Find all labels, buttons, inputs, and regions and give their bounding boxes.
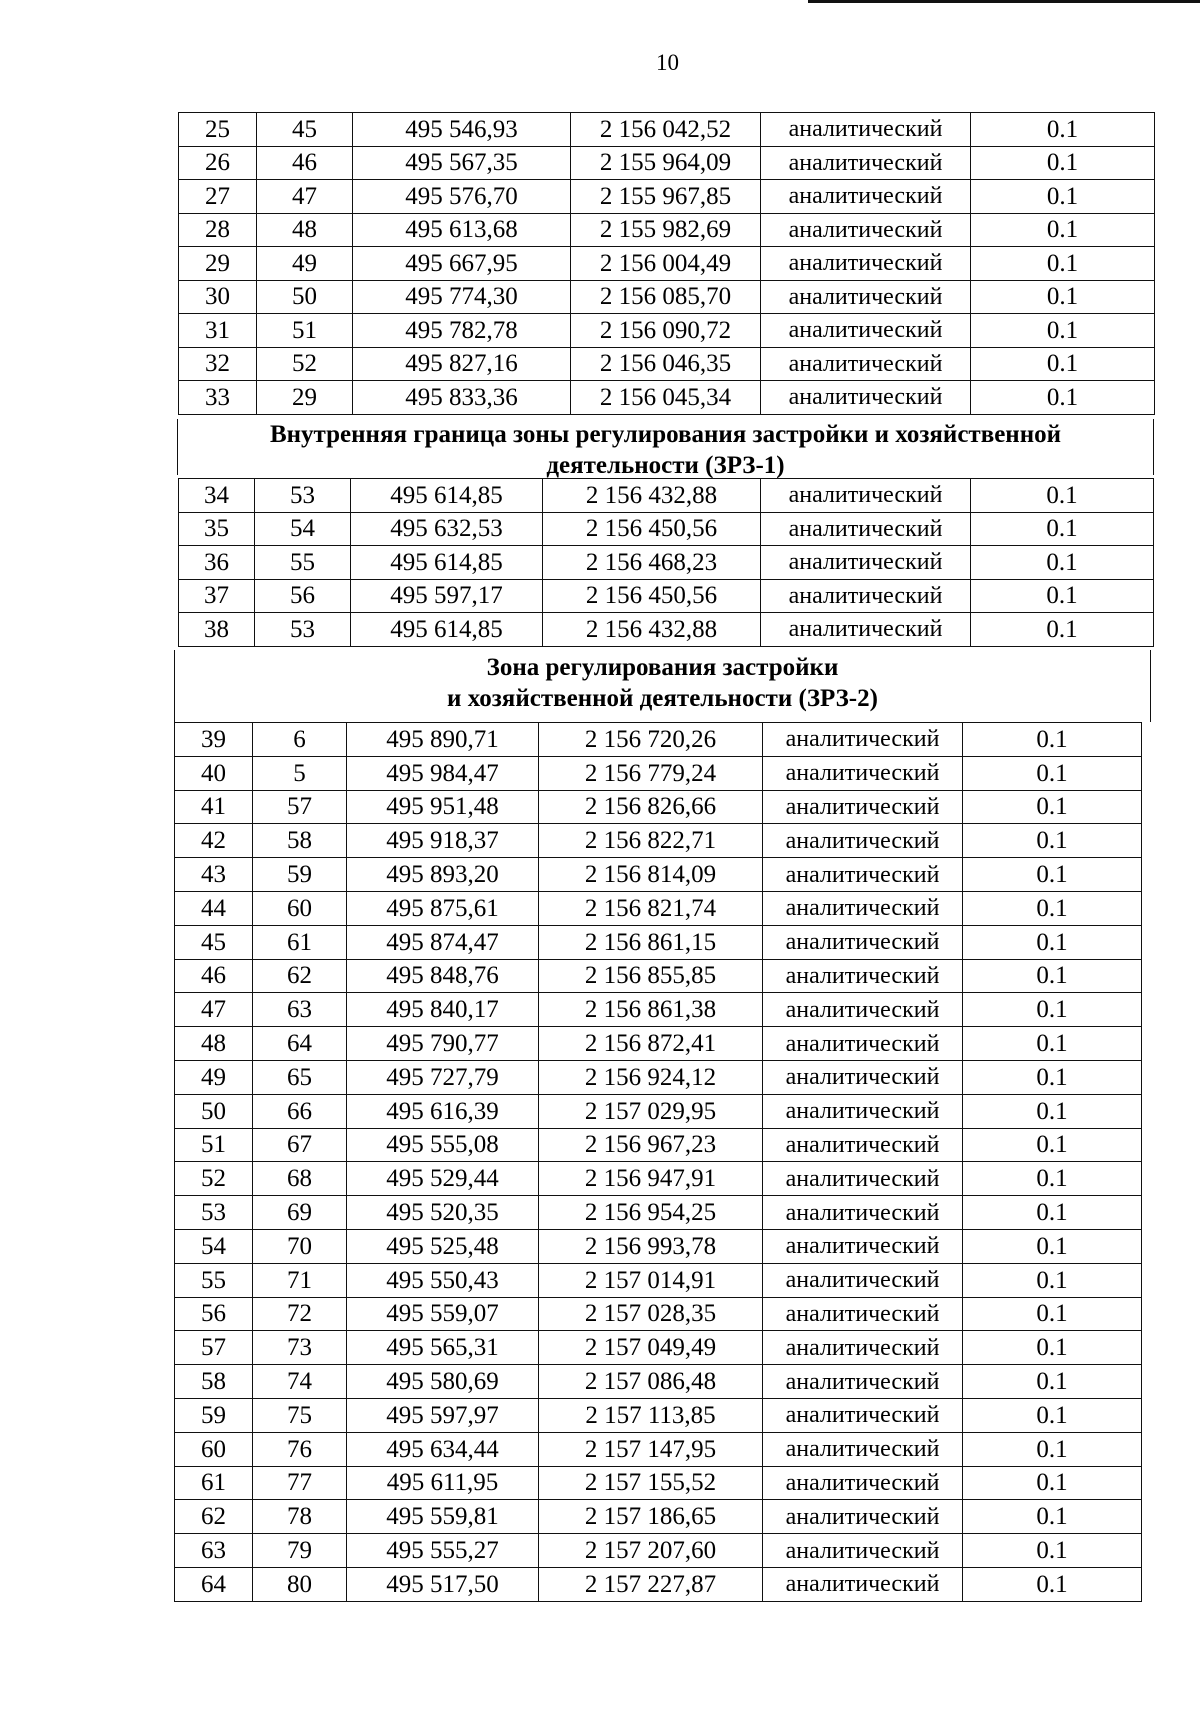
accuracy-cell: 0.1 (963, 1094, 1142, 1128)
y-coordinate-cell: 2 156 872,41 (539, 1027, 763, 1061)
table-row (175, 993, 1142, 1027)
point-number-cell: 46 (175, 959, 253, 993)
point-number-cell: 34 (179, 479, 255, 513)
y-coordinate-cell: 2 156 822,71 (539, 824, 763, 858)
table-row (175, 1567, 1142, 1601)
method-cell: аналитический (763, 824, 963, 858)
table-row (175, 756, 1142, 790)
point-number-cell: 25 (179, 113, 257, 147)
vertex-number-cell: 50 (257, 280, 353, 314)
point-number-cell: 39 (175, 723, 253, 757)
accuracy-cell: 0.1 (963, 1466, 1142, 1500)
table-row (175, 1500, 1142, 1534)
method-cell: аналитический (763, 858, 963, 892)
vertex-number-cell: 58 (253, 824, 347, 858)
table-row (179, 280, 1155, 314)
x-coordinate-cell: 495 667,95 (353, 247, 571, 281)
accuracy-cell: 0.1 (971, 180, 1155, 214)
x-coordinate-cell: 495 559,81 (347, 1500, 539, 1534)
vertex-number-cell: 70 (253, 1229, 347, 1263)
point-number-cell: 29 (179, 247, 257, 281)
method-cell: аналитический (761, 113, 971, 147)
x-coordinate-cell: 495 848,76 (347, 959, 539, 993)
y-coordinate-cell: 2 156 947,91 (539, 1162, 763, 1196)
method-cell: аналитический (761, 314, 971, 348)
point-number-cell: 45 (175, 925, 253, 959)
method-cell: аналитический (761, 613, 971, 647)
x-coordinate-cell: 495 833,36 (353, 381, 571, 415)
table-row (179, 113, 1155, 147)
vertex-number-cell: 61 (253, 925, 347, 959)
method-cell: аналитический (763, 723, 963, 757)
point-number-cell: 27 (179, 180, 257, 214)
vertex-number-cell: 62 (253, 959, 347, 993)
y-coordinate-cell: 2 156 779,24 (539, 756, 763, 790)
accuracy-cell: 0.1 (963, 1162, 1142, 1196)
x-coordinate-cell: 495 555,27 (347, 1534, 539, 1568)
method-cell: аналитический (763, 1263, 963, 1297)
vertex-number-cell: 69 (253, 1196, 347, 1230)
vertex-number-cell: 67 (253, 1128, 347, 1162)
table-row (175, 1331, 1142, 1365)
y-coordinate-cell: 2 156 861,15 (539, 925, 763, 959)
method-cell: аналитический (763, 1060, 963, 1094)
method-cell: аналитический (763, 1027, 963, 1061)
table-row (175, 1365, 1142, 1399)
table-row (175, 1162, 1142, 1196)
method-cell: аналитический (763, 925, 963, 959)
table-row (179, 546, 1154, 580)
accuracy-cell: 0.1 (963, 993, 1142, 1027)
y-coordinate-cell: 2 156 993,78 (539, 1229, 763, 1263)
accuracy-cell: 0.1 (971, 479, 1154, 513)
y-coordinate-cell: 2 156 468,23 (543, 546, 761, 580)
y-coordinate-cell: 2 156 004,49 (571, 247, 761, 281)
y-coordinate-cell: 2 157 155,52 (539, 1466, 763, 1500)
table-row (179, 314, 1155, 348)
method-cell: аналитический (761, 213, 971, 247)
vertex-number-cell: 59 (253, 858, 347, 892)
coordinates-table-block-3 (174, 722, 1142, 1602)
point-number-cell: 43 (175, 858, 253, 892)
table-row (175, 858, 1142, 892)
x-coordinate-cell: 495 893,20 (347, 858, 539, 892)
accuracy-cell: 0.1 (963, 858, 1142, 892)
y-coordinate-cell: 2 157 086,48 (539, 1365, 763, 1399)
x-coordinate-cell: 495 580,69 (347, 1365, 539, 1399)
x-coordinate-cell: 495 875,61 (347, 891, 539, 925)
x-coordinate-cell: 495 597,17 (351, 579, 543, 613)
method-cell: аналитический (761, 512, 971, 546)
accuracy-cell: 0.1 (963, 959, 1142, 993)
y-coordinate-cell: 2 156 085,70 (571, 280, 761, 314)
accuracy-cell: 0.1 (971, 146, 1155, 180)
point-number-cell: 31 (179, 314, 257, 348)
accuracy-cell: 0.1 (963, 1196, 1142, 1230)
vertex-number-cell: 6 (253, 723, 347, 757)
x-coordinate-cell: 495 774,30 (353, 280, 571, 314)
x-coordinate-cell: 495 565,31 (347, 1331, 539, 1365)
x-coordinate-cell: 495 613,68 (353, 213, 571, 247)
accuracy-cell: 0.1 (963, 723, 1142, 757)
scan-edge-line (808, 0, 1200, 3)
x-coordinate-cell: 495 517,50 (347, 1567, 539, 1601)
point-number-cell: 56 (175, 1297, 253, 1331)
accuracy-cell: 0.1 (963, 891, 1142, 925)
vertex-number-cell: 73 (253, 1331, 347, 1365)
y-coordinate-cell: 2 156 432,88 (543, 613, 761, 647)
vertex-number-cell: 80 (253, 1567, 347, 1601)
point-number-cell: 55 (175, 1263, 253, 1297)
x-coordinate-cell: 495 567,35 (353, 146, 571, 180)
accuracy-cell: 0.1 (963, 1027, 1142, 1061)
table-row (179, 479, 1154, 513)
section-heading-zrz-2 (174, 650, 1151, 722)
method-cell: аналитический (761, 479, 971, 513)
x-coordinate-cell: 495 634,44 (347, 1432, 539, 1466)
point-number-cell: 49 (175, 1060, 253, 1094)
accuracy-cell: 0.1 (963, 1365, 1142, 1399)
y-coordinate-cell: 2 156 826,66 (539, 790, 763, 824)
y-coordinate-cell: 2 156 450,56 (543, 512, 761, 546)
y-coordinate-cell: 2 155 967,85 (571, 180, 761, 214)
section-heading-line: Зона регулирования застройки (486, 654, 839, 681)
vertex-number-cell: 74 (253, 1365, 347, 1399)
method-cell: аналитический (761, 280, 971, 314)
section-heading-line: Внутренняя граница зоны регулирования застройки и хозяйственной (269, 421, 1062, 448)
method-cell: аналитический (763, 891, 963, 925)
section-heading-line: деятельности (ЗРЗ-1) (546, 452, 785, 479)
y-coordinate-cell: 2 156 090,72 (571, 314, 761, 348)
point-number-cell: 36 (179, 546, 255, 580)
accuracy-cell: 0.1 (963, 824, 1142, 858)
y-coordinate-cell: 2 157 028,35 (539, 1297, 763, 1331)
accuracy-cell: 0.1 (963, 1128, 1142, 1162)
y-coordinate-cell: 2 157 029,95 (539, 1094, 763, 1128)
method-cell: аналитический (763, 1567, 963, 1601)
x-coordinate-cell: 495 614,85 (351, 613, 543, 647)
x-coordinate-cell: 495 525,48 (347, 1229, 539, 1263)
y-coordinate-cell: 2 156 821,74 (539, 891, 763, 925)
x-coordinate-cell: 495 827,16 (353, 347, 571, 381)
table-row (179, 247, 1155, 281)
x-coordinate-cell: 495 597,97 (347, 1398, 539, 1432)
y-coordinate-cell: 2 157 227,87 (539, 1567, 763, 1601)
method-cell: аналитический (763, 1365, 963, 1399)
vertex-number-cell: 60 (253, 891, 347, 925)
vertex-number-cell: 49 (257, 247, 353, 281)
x-coordinate-cell: 495 611,95 (347, 1466, 539, 1500)
vertex-number-cell: 71 (253, 1263, 347, 1297)
table-row (179, 180, 1155, 214)
vertex-number-cell: 79 (253, 1534, 347, 1568)
point-number-cell: 50 (175, 1094, 253, 1128)
y-coordinate-cell: 2 156 450,56 (543, 579, 761, 613)
point-number-cell: 30 (179, 280, 257, 314)
point-number-cell: 35 (179, 512, 255, 546)
accuracy-cell: 0.1 (963, 1331, 1142, 1365)
y-coordinate-cell: 2 156 967,23 (539, 1128, 763, 1162)
x-coordinate-cell: 495 632,53 (351, 512, 543, 546)
accuracy-cell: 0.1 (971, 381, 1155, 415)
vertex-number-cell: 72 (253, 1297, 347, 1331)
y-coordinate-cell: 2 155 982,69 (571, 213, 761, 247)
vertex-number-cell: 65 (253, 1060, 347, 1094)
method-cell: аналитический (761, 180, 971, 214)
y-coordinate-cell: 2 156 855,85 (539, 959, 763, 993)
method-cell: аналитический (763, 1297, 963, 1331)
y-coordinate-cell: 2 156 814,09 (539, 858, 763, 892)
accuracy-cell: 0.1 (971, 512, 1154, 546)
accuracy-cell: 0.1 (963, 790, 1142, 824)
point-number-cell: 57 (175, 1331, 253, 1365)
x-coordinate-cell: 495 529,44 (347, 1162, 539, 1196)
method-cell: аналитический (763, 1500, 963, 1534)
vertex-number-cell: 75 (253, 1398, 347, 1432)
vertex-number-cell: 57 (253, 790, 347, 824)
vertex-number-cell: 66 (253, 1094, 347, 1128)
x-coordinate-cell: 495 614,85 (351, 546, 543, 580)
y-coordinate-cell: 2 156 861,38 (539, 993, 763, 1027)
vertex-number-cell: 68 (253, 1162, 347, 1196)
point-number-cell: 53 (175, 1196, 253, 1230)
accuracy-cell: 0.1 (963, 1263, 1142, 1297)
vertex-number-cell: 53 (255, 613, 351, 647)
accuracy-cell: 0.1 (971, 613, 1154, 647)
table-row (175, 824, 1142, 858)
accuracy-cell: 0.1 (971, 247, 1155, 281)
method-cell: аналитический (763, 1162, 963, 1196)
vertex-number-cell: 51 (257, 314, 353, 348)
table-row (175, 1027, 1142, 1061)
table-row (175, 925, 1142, 959)
table-row (175, 959, 1142, 993)
vertex-number-cell: 46 (257, 146, 353, 180)
x-coordinate-cell: 495 555,08 (347, 1128, 539, 1162)
accuracy-cell: 0.1 (963, 1534, 1142, 1568)
y-coordinate-cell: 2 157 014,91 (539, 1263, 763, 1297)
y-coordinate-cell: 2 155 964,09 (571, 146, 761, 180)
vertex-number-cell: 5 (253, 756, 347, 790)
vertex-number-cell: 64 (253, 1027, 347, 1061)
accuracy-cell: 0.1 (963, 1297, 1142, 1331)
page-number: 10 (656, 50, 679, 75)
point-number-cell: 38 (179, 613, 255, 647)
section-heading-line: и хозяйственной деятельности (ЗРЗ-2) (447, 685, 878, 712)
y-coordinate-cell: 2 156 954,25 (539, 1196, 763, 1230)
x-coordinate-cell: 495 546,93 (353, 113, 571, 147)
vertex-number-cell: 77 (253, 1466, 347, 1500)
accuracy-cell: 0.1 (963, 1060, 1142, 1094)
accuracy-cell: 0.1 (971, 314, 1155, 348)
vertex-number-cell: 56 (255, 579, 351, 613)
point-number-cell: 59 (175, 1398, 253, 1432)
method-cell: аналитический (761, 381, 971, 415)
vertex-number-cell: 29 (257, 381, 353, 415)
method-cell: аналитический (763, 1432, 963, 1466)
method-cell: аналитический (763, 1196, 963, 1230)
point-number-cell: 32 (179, 347, 257, 381)
y-coordinate-cell: 2 156 045,34 (571, 381, 761, 415)
point-number-cell: 33 (179, 381, 257, 415)
method-cell: аналитический (761, 579, 971, 613)
point-number-cell: 61 (175, 1466, 253, 1500)
point-number-cell: 40 (175, 756, 253, 790)
table-row (175, 1297, 1142, 1331)
point-number-cell: 28 (179, 213, 257, 247)
point-number-cell: 60 (175, 1432, 253, 1466)
vertex-number-cell: 76 (253, 1432, 347, 1466)
accuracy-cell: 0.1 (971, 213, 1155, 247)
vertex-number-cell: 48 (257, 213, 353, 247)
point-number-cell: 26 (179, 146, 257, 180)
point-number-cell: 51 (175, 1128, 253, 1162)
point-number-cell: 44 (175, 891, 253, 925)
y-coordinate-cell: 2 156 720,26 (539, 723, 763, 757)
table-row (175, 1060, 1142, 1094)
y-coordinate-cell: 2 157 113,85 (539, 1398, 763, 1432)
point-number-cell: 63 (175, 1534, 253, 1568)
method-cell: аналитический (763, 1229, 963, 1263)
coordinates-table-block-2 (178, 478, 1154, 647)
table-row (179, 347, 1155, 381)
vertex-number-cell: 63 (253, 993, 347, 1027)
accuracy-cell: 0.1 (963, 1567, 1142, 1601)
method-cell: аналитический (763, 1128, 963, 1162)
x-coordinate-cell: 495 520,35 (347, 1196, 539, 1230)
section-heading-zrz-1 (177, 419, 1154, 479)
accuracy-cell: 0.1 (971, 280, 1155, 314)
y-coordinate-cell: 2 157 049,49 (539, 1331, 763, 1365)
vertex-number-cell: 52 (257, 347, 353, 381)
x-coordinate-cell: 495 890,71 (347, 723, 539, 757)
x-coordinate-cell: 495 840,17 (347, 993, 539, 1027)
method-cell: аналитический (763, 790, 963, 824)
point-number-cell: 48 (175, 1027, 253, 1061)
method-cell: аналитический (761, 546, 971, 580)
method-cell: аналитический (761, 347, 971, 381)
accuracy-cell: 0.1 (963, 925, 1142, 959)
table-row (175, 1094, 1142, 1128)
x-coordinate-cell: 495 984,47 (347, 756, 539, 790)
accuracy-cell: 0.1 (971, 579, 1154, 613)
vertex-number-cell: 54 (255, 512, 351, 546)
point-number-cell: 47 (175, 993, 253, 1027)
method-cell: аналитический (761, 146, 971, 180)
table-row (175, 1432, 1142, 1466)
method-cell: аналитический (763, 1466, 963, 1500)
accuracy-cell: 0.1 (963, 1229, 1142, 1263)
point-number-cell: 52 (175, 1162, 253, 1196)
table-row (179, 381, 1155, 415)
y-coordinate-cell: 2 156 432,88 (543, 479, 761, 513)
method-cell: аналитический (763, 993, 963, 1027)
x-coordinate-cell: 495 918,37 (347, 824, 539, 858)
accuracy-cell: 0.1 (971, 113, 1155, 147)
x-coordinate-cell: 495 951,48 (347, 790, 539, 824)
table-row (175, 1196, 1142, 1230)
x-coordinate-cell: 495 614,85 (351, 479, 543, 513)
vertex-number-cell: 47 (257, 180, 353, 214)
accuracy-cell: 0.1 (971, 347, 1155, 381)
table-row (179, 213, 1155, 247)
method-cell: аналитический (763, 1094, 963, 1128)
point-number-cell: 54 (175, 1229, 253, 1263)
vertex-number-cell: 45 (257, 113, 353, 147)
accuracy-cell: 0.1 (963, 1432, 1142, 1466)
y-coordinate-cell: 2 156 042,52 (571, 113, 761, 147)
table-row (175, 723, 1142, 757)
table-row (179, 512, 1154, 546)
point-number-cell: 41 (175, 790, 253, 824)
y-coordinate-cell: 2 156 046,35 (571, 347, 761, 381)
method-cell: аналитический (761, 247, 971, 281)
table-row (175, 1466, 1142, 1500)
point-number-cell: 64 (175, 1567, 253, 1601)
x-coordinate-cell: 495 874,47 (347, 925, 539, 959)
method-cell: аналитический (763, 1398, 963, 1432)
table-row (175, 790, 1142, 824)
table-row (175, 1534, 1142, 1568)
table-row (175, 1398, 1142, 1432)
method-cell: аналитический (763, 756, 963, 790)
accuracy-cell: 0.1 (971, 546, 1154, 580)
point-number-cell: 37 (179, 579, 255, 613)
point-number-cell: 58 (175, 1365, 253, 1399)
accuracy-cell: 0.1 (963, 1398, 1142, 1432)
table-row (175, 1128, 1142, 1162)
x-coordinate-cell: 495 790,77 (347, 1027, 539, 1061)
table-row (179, 613, 1154, 647)
table-row (175, 1229, 1142, 1263)
y-coordinate-cell: 2 156 924,12 (539, 1060, 763, 1094)
point-number-cell: 42 (175, 824, 253, 858)
method-cell: аналитический (763, 1331, 963, 1365)
vertex-number-cell: 55 (255, 546, 351, 580)
method-cell: аналитический (763, 959, 963, 993)
x-coordinate-cell: 495 576,70 (353, 180, 571, 214)
method-cell: аналитический (763, 1534, 963, 1568)
x-coordinate-cell: 495 782,78 (353, 314, 571, 348)
table-row (175, 1263, 1142, 1297)
vertex-number-cell: 78 (253, 1500, 347, 1534)
y-coordinate-cell: 2 157 207,60 (539, 1534, 763, 1568)
coordinates-table-block-1 (178, 112, 1155, 415)
x-coordinate-cell: 495 550,43 (347, 1263, 539, 1297)
accuracy-cell: 0.1 (963, 1500, 1142, 1534)
x-coordinate-cell: 495 727,79 (347, 1060, 539, 1094)
table-row (175, 891, 1142, 925)
y-coordinate-cell: 2 157 147,95 (539, 1432, 763, 1466)
point-number-cell: 62 (175, 1500, 253, 1534)
table-row (179, 146, 1155, 180)
y-coordinate-cell: 2 157 186,65 (539, 1500, 763, 1534)
table-row (179, 579, 1154, 613)
vertex-number-cell: 53 (255, 479, 351, 513)
x-coordinate-cell: 495 559,07 (347, 1297, 539, 1331)
accuracy-cell: 0.1 (963, 756, 1142, 790)
x-coordinate-cell: 495 616,39 (347, 1094, 539, 1128)
